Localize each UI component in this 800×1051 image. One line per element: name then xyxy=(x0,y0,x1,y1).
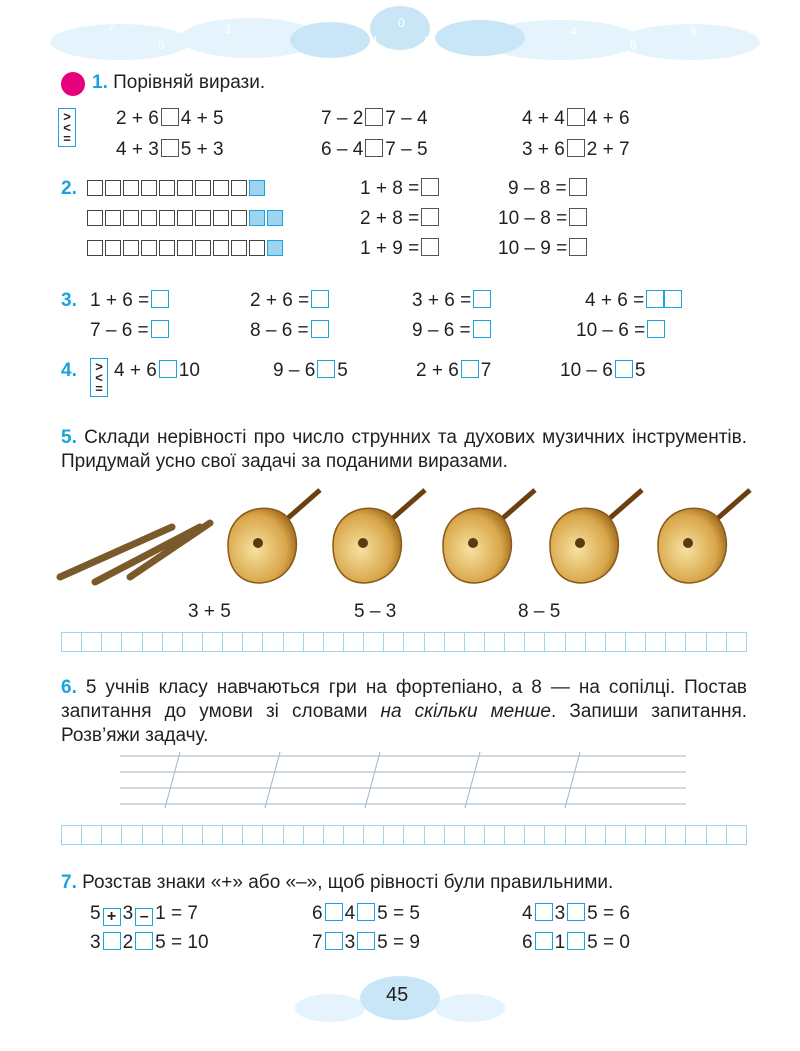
empty-square xyxy=(195,240,211,256)
ex5-expr: 3 + 5 xyxy=(188,601,231,622)
empty-square xyxy=(159,240,175,256)
answer-cell[interactable] xyxy=(283,632,303,652)
answer-cell[interactable] xyxy=(363,632,383,652)
empty-square xyxy=(177,210,193,226)
empty-square xyxy=(123,240,139,256)
answer-cell[interactable] xyxy=(142,632,162,652)
answer-cell[interactable] xyxy=(726,825,747,845)
ex3-number: 3. xyxy=(61,290,77,311)
filled-square xyxy=(267,240,283,256)
answer-cell[interactable] xyxy=(464,632,484,652)
bandura-icon xyxy=(228,490,320,583)
answer-box[interactable] xyxy=(567,139,585,157)
ex2-eq: 1 + 9 = xyxy=(360,238,441,260)
cloud-number: 8 xyxy=(690,24,697,38)
answer-cell[interactable] xyxy=(665,632,685,652)
answer-cell[interactable] xyxy=(343,632,363,652)
bandura-icon xyxy=(550,490,642,583)
compare-signs-icon: > < = xyxy=(58,108,76,147)
answer-cell[interactable] xyxy=(142,825,162,845)
answer-cell-row[interactable] xyxy=(61,632,747,650)
empty-square xyxy=(249,240,265,256)
empty-square xyxy=(87,180,103,196)
compare-signs-icon: > < = xyxy=(90,358,108,397)
header-clouds xyxy=(0,0,800,70)
ex1-item: 4 + 4 4 + 6 xyxy=(522,108,630,129)
answer-cell[interactable] xyxy=(484,632,504,652)
answer-cell[interactable] xyxy=(565,632,585,652)
bandura-icon xyxy=(658,490,750,583)
answer-box[interactable] xyxy=(365,139,383,157)
answer-cell[interactable] xyxy=(726,632,747,652)
answer-cell[interactable] xyxy=(383,825,403,845)
cloud-number: 6 xyxy=(630,38,637,52)
answer-cell[interactable] xyxy=(685,632,705,652)
ex3-eq: 2 + 6 = xyxy=(250,290,331,312)
sign-box[interactable] xyxy=(135,932,153,950)
answer-cell[interactable] xyxy=(585,825,605,845)
empty-square xyxy=(123,180,139,196)
ex3-eq: 9 – 6 = xyxy=(412,320,493,342)
answer-box[interactable] xyxy=(567,108,585,126)
ex2-eq: 9 – 8 = xyxy=(508,178,589,200)
cloud-number: 5 xyxy=(158,38,165,52)
answer-box[interactable] xyxy=(421,178,439,196)
answer-cell[interactable] xyxy=(605,632,625,652)
answer-cell[interactable] xyxy=(222,632,242,652)
answer-cell[interactable] xyxy=(81,825,101,845)
answer-cell[interactable] xyxy=(323,632,343,652)
empty-square xyxy=(105,240,121,256)
ex5-expr: 5 – 3 xyxy=(354,601,397,622)
empty-square xyxy=(195,180,211,196)
ex1-item: 2 + 6 4 + 5 xyxy=(116,108,224,129)
empty-square xyxy=(87,210,103,226)
sign-box[interactable] xyxy=(535,932,553,950)
empty-square xyxy=(87,240,103,256)
ex3-eq: 4 + 6 = xyxy=(585,290,684,312)
answer-cell[interactable] xyxy=(383,632,403,652)
ex4-item: 2 + 6 7 xyxy=(416,360,492,381)
empty-square xyxy=(231,210,247,226)
ex3-eq: 10 – 6 = xyxy=(576,320,667,342)
empty-square xyxy=(159,210,175,226)
answer-cell[interactable] xyxy=(182,632,202,652)
answer-box[interactable] xyxy=(159,360,177,378)
ex2-square-grid xyxy=(87,180,285,270)
answer-cell[interactable] xyxy=(303,825,323,845)
ex7-item: 4 3 5 = 6 xyxy=(522,903,630,924)
answer-box[interactable] xyxy=(569,238,587,256)
filled-square xyxy=(249,210,265,226)
filled-square xyxy=(267,210,283,226)
answer-cell[interactable] xyxy=(424,632,444,652)
sign-box[interactable] xyxy=(535,903,553,921)
sign-box[interactable] xyxy=(567,903,585,921)
ex6-text: 6. 5 учнів класу навчаються гри на фортепіано, а 8 — на сопілці. Постав запитання до умови зі словами на скільки менше. Запиши запитання. Розв’яжи задачу. xyxy=(61,677,748,746)
ex1-item: 3 + 6 2 + 7 xyxy=(522,139,630,160)
answer-cell[interactable] xyxy=(585,632,605,652)
handwriting-lines[interactable] xyxy=(120,752,686,812)
answer-cell[interactable] xyxy=(162,632,182,652)
answer-cell[interactable] xyxy=(444,825,464,845)
answer-cell[interactable] xyxy=(504,632,524,652)
answer-cell[interactable] xyxy=(524,632,544,652)
empty-square xyxy=(213,180,229,196)
ex4-item: 4 + 6 10 xyxy=(114,360,200,381)
answer-cell[interactable] xyxy=(544,825,564,845)
answer-box[interactable] xyxy=(647,320,665,338)
answer-cell[interactable] xyxy=(625,632,645,652)
answer-cell[interactable] xyxy=(242,825,262,845)
answer-box[interactable] xyxy=(317,360,335,378)
answer-cell[interactable] xyxy=(242,632,262,652)
sign-box[interactable] xyxy=(103,932,121,950)
answer-cell[interactable] xyxy=(61,632,81,652)
cloud-number: 7 xyxy=(108,20,115,34)
answer-box[interactable] xyxy=(151,320,169,338)
ex2-eq: 1 + 8 = xyxy=(360,178,441,200)
ex1-item: 4 + 3 5 + 3 xyxy=(116,139,224,160)
ex7-item: 5 + 3 – 1 = 7 xyxy=(90,903,198,925)
answer-cell[interactable] xyxy=(202,632,222,652)
sign-box[interactable] xyxy=(567,932,585,950)
answer-cell[interactable] xyxy=(706,825,726,845)
answer-box[interactable] xyxy=(461,360,479,378)
cloud-number: 1 xyxy=(372,34,379,48)
filled-square xyxy=(249,180,265,196)
ex7-item: 7 3 5 = 9 xyxy=(312,932,420,953)
answer-cell[interactable] xyxy=(101,825,121,845)
answer-box[interactable] xyxy=(473,320,491,338)
answer-cell[interactable] xyxy=(262,632,282,652)
empty-square xyxy=(213,240,229,256)
answer-cell[interactable] xyxy=(283,825,303,845)
bullet-icon xyxy=(61,72,85,96)
square-row xyxy=(87,180,285,210)
ex7-title: 7. Розстав знаки «+» або «–», щоб рівності були правильними. xyxy=(61,872,614,893)
answer-cell[interactable] xyxy=(162,825,182,845)
answer-box[interactable] xyxy=(646,290,664,308)
empty-square xyxy=(177,180,193,196)
cloud-number: 2 xyxy=(424,34,431,48)
sign-box[interactable]: + xyxy=(103,908,121,926)
empty-square xyxy=(231,240,247,256)
answer-cell[interactable] xyxy=(645,632,665,652)
answer-cell[interactable] xyxy=(504,825,524,845)
ex5-expr: 8 – 5 xyxy=(518,601,561,622)
cloud-number: 4 xyxy=(570,24,577,38)
answer-cell[interactable] xyxy=(625,825,645,845)
answer-cell[interactable] xyxy=(665,825,685,845)
sign-box[interactable] xyxy=(325,932,343,950)
answer-box[interactable] xyxy=(421,208,439,226)
cloud-number: 0 xyxy=(398,16,405,30)
answer-cell[interactable] xyxy=(182,825,202,845)
ex3-eq: 3 + 6 = xyxy=(412,290,493,312)
answer-cell[interactable] xyxy=(202,825,222,845)
empty-square xyxy=(105,210,121,226)
ex2-eq: 2 + 8 = xyxy=(360,208,441,230)
ex5-text: 5. Склади нерівності про число струнних та духових музичних інструментів. Придумай усно свої задачі за поданими виразами. xyxy=(61,427,747,472)
ex3-eq: 7 – 6 = xyxy=(90,320,171,342)
sign-box[interactable] xyxy=(325,903,343,921)
answer-box[interactable] xyxy=(664,290,682,308)
answer-cell[interactable] xyxy=(464,825,484,845)
ex2-number: 2. xyxy=(61,178,77,199)
ex1-title: 1. Порівняй вирази. xyxy=(92,72,266,93)
answer-box[interactable] xyxy=(615,360,633,378)
sign-box[interactable] xyxy=(357,903,375,921)
empty-square xyxy=(141,180,157,196)
bandura-icon xyxy=(333,490,425,583)
ex7-item: 6 4 5 = 5 xyxy=(312,903,420,924)
answer-box[interactable] xyxy=(421,238,439,256)
answer-cell[interactable] xyxy=(424,825,444,845)
ex4-number: 4. xyxy=(61,360,77,381)
ex2-eq: 10 – 8 = xyxy=(498,208,589,230)
answer-cell[interactable] xyxy=(222,825,242,845)
answer-cell[interactable] xyxy=(121,632,141,652)
empty-square xyxy=(195,210,211,226)
answer-cell[interactable] xyxy=(101,632,121,652)
answer-cell[interactable] xyxy=(484,825,504,845)
answer-box[interactable] xyxy=(151,290,169,308)
empty-square xyxy=(213,210,229,226)
answer-cell[interactable] xyxy=(61,825,81,845)
ex1-item: 6 – 4 7 – 5 xyxy=(321,139,428,160)
answer-box[interactable] xyxy=(569,178,587,196)
empty-square xyxy=(105,180,121,196)
answer-cell-row[interactable] xyxy=(61,825,747,843)
bandura-icon xyxy=(443,490,535,583)
ex7-item: 6 1 5 = 0 xyxy=(522,932,630,953)
empty-square xyxy=(141,210,157,226)
answer-box[interactable] xyxy=(161,108,179,126)
ex3-eq: 8 – 6 = xyxy=(250,320,331,342)
empty-square xyxy=(123,210,139,226)
instruments-illustration xyxy=(50,485,760,590)
ex4-item: 9 – 6 5 xyxy=(273,360,348,381)
answer-cell[interactable] xyxy=(262,825,282,845)
empty-square xyxy=(231,180,247,196)
answer-cell[interactable] xyxy=(343,825,363,845)
answer-box[interactable] xyxy=(311,320,329,338)
answer-box[interactable] xyxy=(365,108,383,126)
sign-box[interactable]: – xyxy=(135,908,153,926)
answer-cell[interactable] xyxy=(605,825,625,845)
answer-cell[interactable] xyxy=(645,825,665,845)
answer-box[interactable] xyxy=(161,139,179,157)
answer-cell[interactable] xyxy=(363,825,383,845)
cloud-number: 3 xyxy=(224,22,231,36)
empty-square xyxy=(141,240,157,256)
answer-box[interactable] xyxy=(473,290,491,308)
answer-cell[interactable] xyxy=(403,632,423,652)
answer-cell[interactable] xyxy=(565,825,585,845)
ex4-item: 10 – 6 5 xyxy=(560,360,646,381)
answer-cell[interactable] xyxy=(685,825,705,845)
page-number: 45 xyxy=(386,984,409,1006)
answer-cell[interactable] xyxy=(544,632,564,652)
empty-square xyxy=(159,180,175,196)
answer-cell[interactable] xyxy=(81,632,101,652)
empty-square xyxy=(177,240,193,256)
answer-cell[interactable] xyxy=(121,825,141,845)
ex3-eq: 1 + 6 = xyxy=(90,290,171,312)
ex1-item: 7 – 2 7 – 4 xyxy=(321,108,428,129)
answer-cell[interactable] xyxy=(444,632,464,652)
ex7-item: 3 2 5 = 10 xyxy=(90,932,209,953)
sign-box[interactable] xyxy=(357,932,375,950)
square-row xyxy=(87,240,285,270)
answer-cell[interactable] xyxy=(323,825,343,845)
square-row xyxy=(87,210,285,240)
answer-box[interactable] xyxy=(311,290,329,308)
answer-cell[interactable] xyxy=(403,825,423,845)
ex2-eq: 10 – 9 = xyxy=(498,238,589,260)
answer-cell[interactable] xyxy=(524,825,544,845)
answer-box[interactable] xyxy=(569,208,587,226)
answer-cell[interactable] xyxy=(303,632,323,652)
answer-cell[interactable] xyxy=(706,632,726,652)
